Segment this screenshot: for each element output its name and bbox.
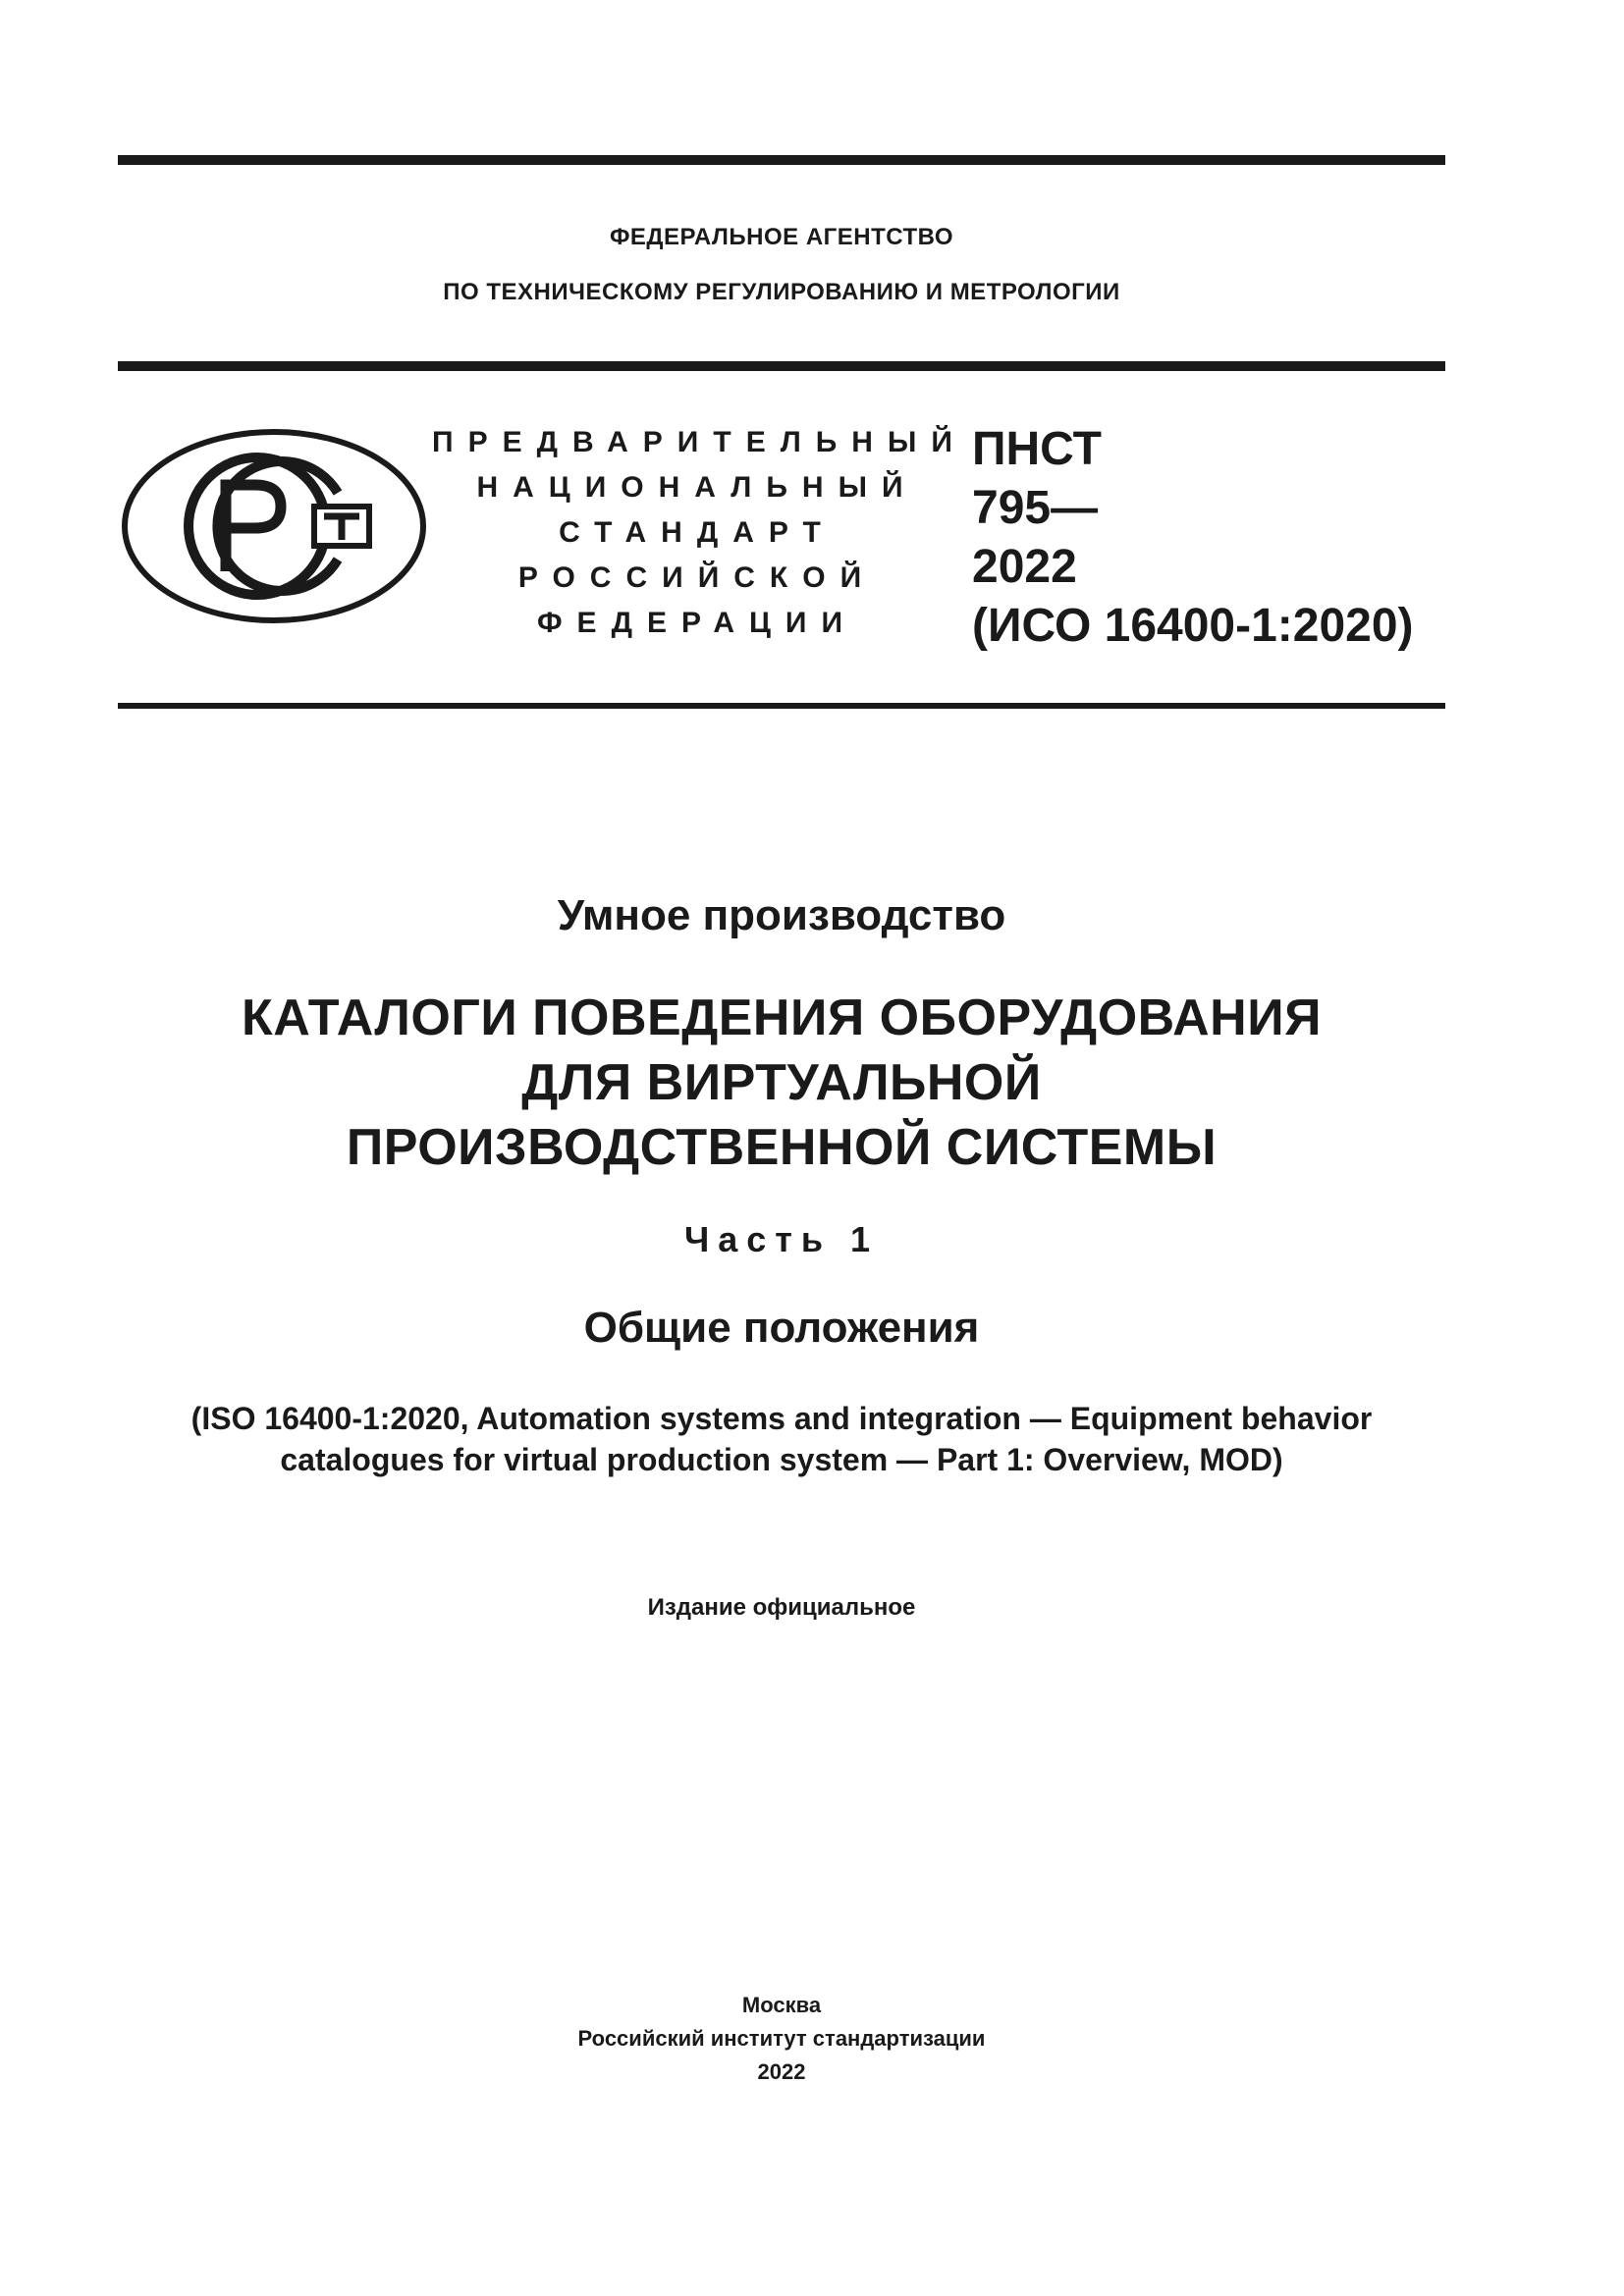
iso-reference	[118, 1398, 1445, 1480]
top-rule	[118, 155, 1445, 165]
standard-type-words	[432, 420, 967, 646]
publisher-year: 2022	[757, 2059, 806, 2084]
standard-number	[972, 420, 1414, 656]
standard-word: ПРЕДВАРИТЕЛЬНЫЙ	[432, 426, 967, 458]
agency-line-1: ФЕДЕРАЛЬНОЕ АГЕНТСТВО	[609, 224, 954, 250]
document-section: Общие положения	[583, 1304, 980, 1352]
document-title-line: ДЛЯ ВИРТУАЛЬНОЙ	[521, 1054, 1042, 1111]
edition-label: Издание официальное	[647, 1594, 916, 1621]
publisher-block	[118, 1989, 1445, 2089]
document-title	[118, 986, 1445, 1180]
document-subtitle: Умное производство	[557, 891, 1006, 939]
standard-number-line: 795—	[972, 482, 1099, 534]
standard-number-line: ПНСТ	[972, 423, 1102, 475]
standard-word: ФЕДЕРАЦИИ	[536, 607, 858, 639]
standard-bottom-rule	[118, 703, 1445, 709]
standard-number-line: 2022	[972, 541, 1077, 593]
iso-reference-line: (ISO 16400-1:2020, Automation systems and integration — Equipment behavior	[190, 1401, 1373, 1436]
document-title-line: КАТАЛОГИ ПОВЕДЕНИЯ ОБОРУДОВАНИЯ	[242, 989, 1322, 1046]
publisher-city: Москва	[741, 1993, 822, 2017]
standard-word: СТАНДАРТ	[559, 516, 836, 549]
standard-number-line: (ИСО 16400-1:2020)	[972, 600, 1414, 652]
document-title-line: ПРОИЗВОДСТВЕННОЙ СИСТЕМЫ	[346, 1119, 1218, 1176]
document-part: Часть 1	[683, 1219, 880, 1259]
publisher-institute: Российский институт стандартизации	[577, 2026, 986, 2051]
agency-line-2: ПО ТЕХНИЧЕСКОМУ РЕГУЛИРОВАНИЮ И МЕТРОЛОГИИ	[443, 279, 1120, 305]
iso-reference-line: catalogues for virtual production system — Part 1: Overview, MOD)	[280, 1442, 1283, 1477]
gost-logo-icon	[118, 424, 430, 628]
standard-word: РОССИЙСКОЙ	[517, 561, 877, 594]
standard-word: НАЦИОНАЛЬНЫЙ	[476, 471, 918, 504]
agency-bottom-rule	[118, 361, 1445, 371]
